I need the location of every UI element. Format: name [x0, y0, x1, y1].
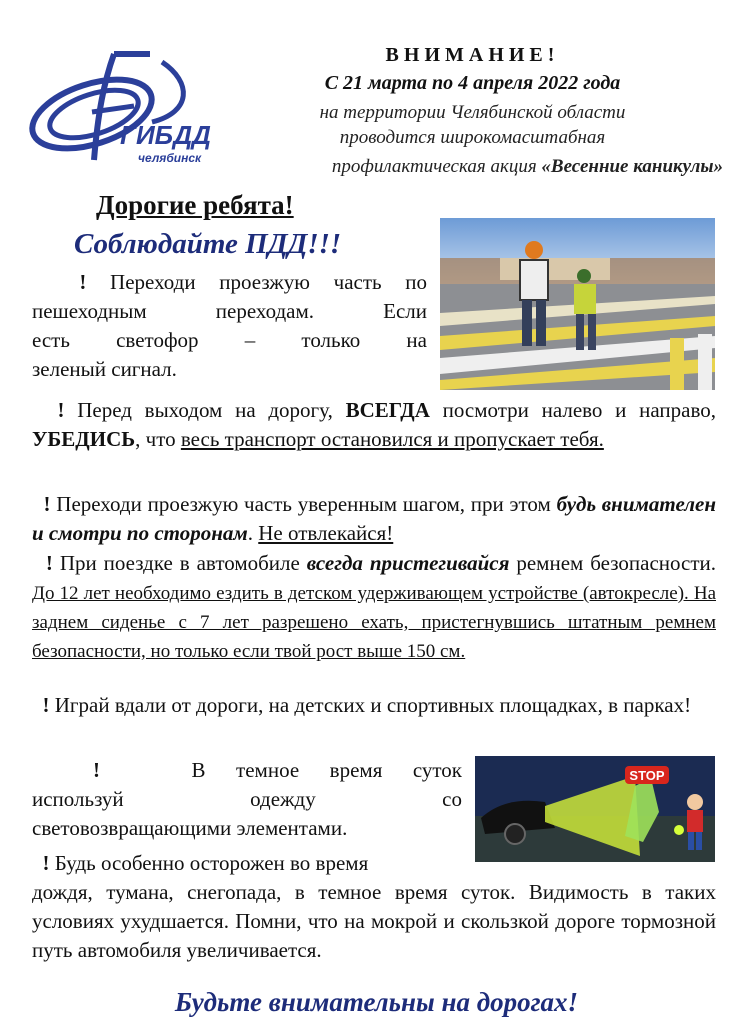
- crosswalk-photo: [440, 218, 715, 390]
- p2-always: ВСЕГДА: [345, 398, 430, 422]
- exclamation-mark: !: [42, 693, 50, 717]
- header-date: С 21 марта по 4 апреля 2022 года: [324, 72, 621, 94]
- p2-text-a: Перед выходом на дорогу,: [77, 398, 346, 422]
- exclamation-mark: !: [45, 551, 53, 575]
- gibdd-logo: [22, 42, 222, 172]
- campaign-name: «Весенние каникулы»: [541, 156, 723, 177]
- p1-line-4: зеленый сигнал.: [32, 357, 177, 381]
- p1-line-2: пешеходным переходам. Если: [32, 299, 427, 323]
- p3-text-c: .: [247, 521, 259, 545]
- p4-child-seat-rules: До 12 лет необходимо ездить в детском удерживающем устройстве (автокресле). На заднем сиденье с 7 лет разрешено ехать, пристегнувшись штатным ремнем безопасности, но только если твой рост выше 150 см.: [32, 583, 716, 662]
- p2-traffic-stopped: весь транспорт остановился и пропускает тебя.: [180, 427, 604, 451]
- paragraph-cross-at-crosswalk: [32, 268, 427, 384]
- p2-text-c: посмотри налево и направо,: [429, 398, 716, 422]
- logo-city: челябинск: [138, 151, 202, 165]
- p4-text-a: При поездке в автомобиле: [59, 551, 307, 575]
- paragraph-confident-step: [32, 490, 716, 548]
- p3-be-attentive: будь внимателен и смотри по сторонам: [32, 492, 717, 545]
- header-line-3-prefix: профилактическая акция: [331, 156, 542, 177]
- p6-line-2: используй одежду со: [32, 787, 462, 811]
- p3-no-distraction: Не отвлекайся!: [258, 521, 394, 545]
- paragraph-seatbelt: [32, 549, 716, 665]
- stop-sign-text: STOP: [629, 768, 665, 783]
- p4-text-c: ремнем безопасности.: [509, 551, 717, 575]
- header-line-2: проводится широкомасштабная: [339, 127, 606, 148]
- p4-buckle-up: всегда пристегивайся: [306, 551, 510, 575]
- header-title: ВНИМАНИЕ!: [385, 44, 560, 66]
- paragraph-look-both-ways: [32, 396, 716, 454]
- reflective-elements-photo: [475, 756, 715, 862]
- header-line-3: [208, 155, 723, 178]
- p1-line-1: Переходи проезжую часть по: [110, 270, 428, 294]
- exclamation-mark: !: [57, 398, 65, 422]
- p7-rest: дождя, тумана, снегопада, в темное время суток. Видимость в таких условиях ухудшается. Помни, что на мокрой и скользкой дороге тормозной путь автомобиля увеличивается.: [32, 880, 716, 962]
- p7-line-1: Будь особенно осторожен во время: [54, 851, 369, 875]
- p2-make-sure: УБЕДИСЬ: [32, 427, 136, 451]
- p6-line-1: В темное время суток: [191, 758, 463, 782]
- p6-line-3: световозвращающими элементами.: [32, 816, 348, 840]
- p2-text-e: , что: [135, 427, 181, 451]
- paragraph-bad-weather: [32, 849, 716, 965]
- greeting: Дорогие ребята!: [96, 190, 294, 220]
- paragraph-play-away: [32, 691, 716, 720]
- closing-slogan: Будьте внимательны на дорогах!: [174, 987, 579, 1017]
- p3-text-a: Переходи проезжую часть уверенным шагом, при этом: [56, 492, 557, 516]
- exclamation-mark: !: [43, 492, 51, 516]
- p1-line-3: есть светофор – только на: [32, 328, 427, 352]
- exclamation-mark: !: [93, 758, 101, 782]
- exclamation-mark: !: [79, 270, 87, 294]
- call-to-action: Соблюдайте ПДД!!!: [74, 228, 342, 260]
- paragraph-reflective-clothing: [32, 756, 462, 843]
- p5-text: Играй вдали от дороги, на детских и спортивных площадках, в парках!: [54, 693, 692, 717]
- exclamation-mark: !: [42, 851, 50, 875]
- logo-text: ГИБДД: [120, 120, 211, 150]
- header-line-1: на территории Челябинской области: [319, 102, 626, 123]
